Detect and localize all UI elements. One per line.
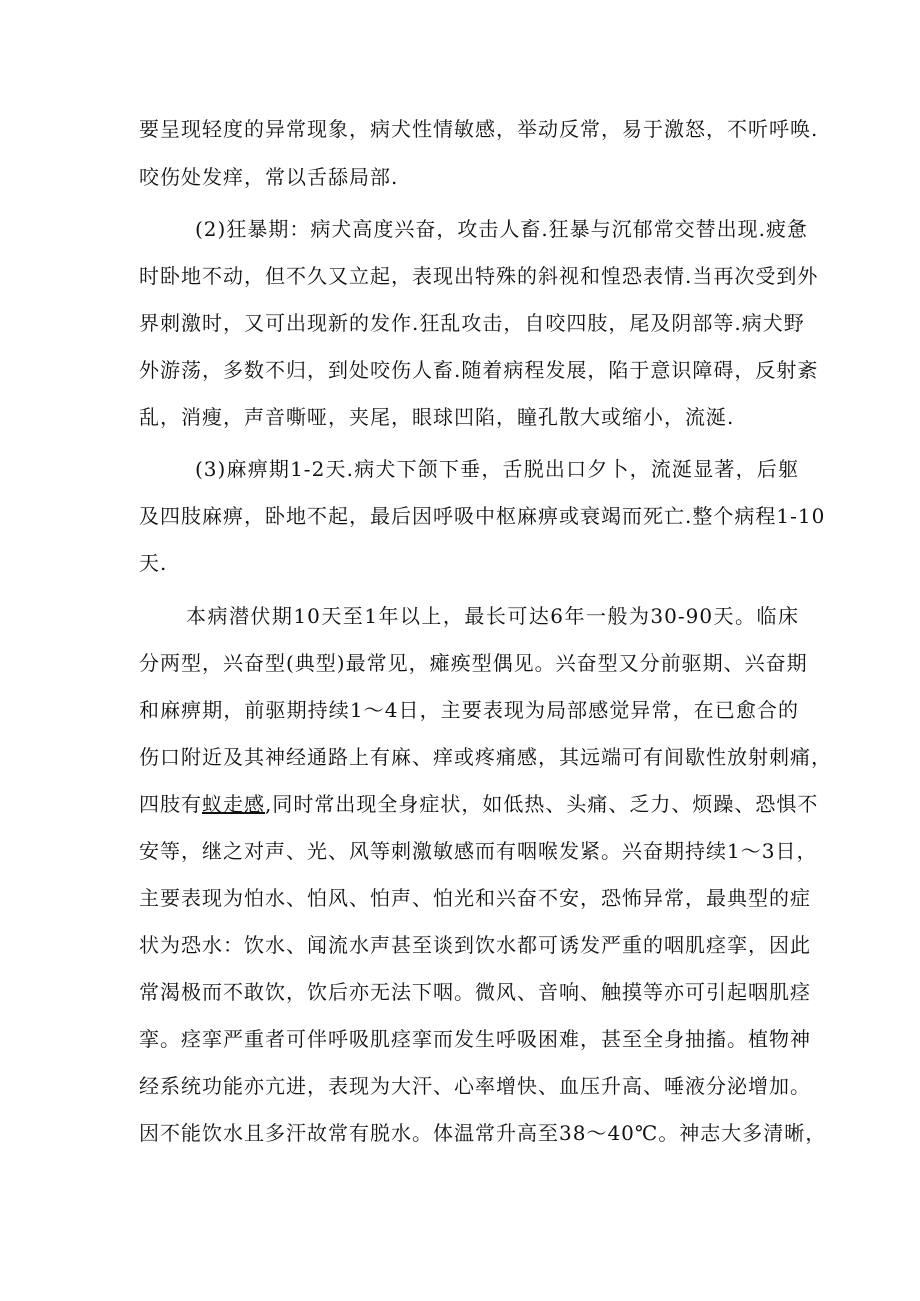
paragraph-line: 天. [139, 551, 168, 575]
paragraph-line: 界刺激时，又可出现新的发作.狂乱攻击，自咬四肢，尾及阴部等.病犬野 [139, 311, 805, 335]
paragraph-line: 分两型，兴奋型(典型)最常见，瘫痪型偶见。兴奋型又分前驱期、兴奋期 [139, 651, 808, 675]
paragraph-line: (2)狂暴期：病犬高度兴奋，攻击人畜.狂暴与沉郁常交替出现.疲惫 [195, 217, 809, 241]
paragraph-line: 安等，继之对声、光、风等刺激敏感而有咽喉发紧。兴奋期持续1～3日， [139, 839, 818, 863]
line-text-start: 四肢有 [139, 792, 202, 816]
paragraph-line: 因不能饮水且多汗故常有脱水。体温常升高至38～40℃。神志大多清晰， [139, 1121, 827, 1145]
paragraph-line: 伤口附近及其神经通路上有麻、痒或疼痛感，其远端可有间歇性放射刺痛， [139, 745, 832, 769]
paragraph-line: 和麻痹期，前驱期持续1～4日，主要表现为局部感觉异常，在已愈合的 [139, 698, 799, 722]
paragraph-line: 主要表现为怕水、怕风、怕声、怕光和兴奋不安，恐怖异常，最典型的症 [139, 886, 811, 910]
paragraph-line: 要呈现轻度的异常现象，病犬性情敏感，举动反常，易于激怒，不听呼唤. [139, 117, 819, 141]
paragraph-line: 经系统功能亦亢进，表现为大汗、心率增快、血压升高、唾液分泌增加。 [139, 1074, 811, 1098]
paragraph-line: 外游荡，多数不归，到处咬伤人畜.随着病程发展，陷于意识障碍，反射紊 [139, 358, 819, 382]
paragraph-line: 状为恐水：饮水、闻流水声甚至谈到饮水都可诱发严重的咽肌痉挛，因此 [139, 933, 811, 957]
paragraph-line [139, 784, 819, 824]
paragraph-line: 挛。痉挛严重者可伴呼吸肌痉挛而发生呼吸困难，甚至全身抽搐。植物神 [139, 1027, 811, 1051]
paragraph-line: 乱，消瘦，声音嘶哑，夹尾，眼球凹陷，瞳孔散大或缩小，流涎. [139, 405, 735, 429]
line-text-end: ,同时常出现全身症状，如低热、头痛、乏力、烦躁、恐惧不 [265, 792, 819, 816]
paragraph-line: 时卧地不动，但不久又立起，表现出特殊的斜视和惶恐表情.当再次受到外 [139, 264, 819, 288]
underlined-term: 蚁走感 [202, 792, 265, 816]
paragraph-line: 咬伤处发痒，常以舌舔局部. [139, 165, 399, 189]
paragraph-line: (3)麻痹期1-2天.病犬下颌下垂，舌脱出口夕卜，流涎显著，后躯 [195, 457, 799, 481]
paragraph-line: 本病潜伏期10天至1年以上，最长可达6年一般为30-90天。临床 [186, 604, 799, 628]
paragraph-line: 常渴极而不敢饮，饮后亦无法下咽。微风、音响、触摸等亦可引起咽肌痉 [139, 980, 811, 1004]
paragraph-line: 及四肢麻痹，卧地不起，最后因呼吸中枢麻痹或衰竭而死亡.整个病程1-10 [139, 504, 826, 528]
